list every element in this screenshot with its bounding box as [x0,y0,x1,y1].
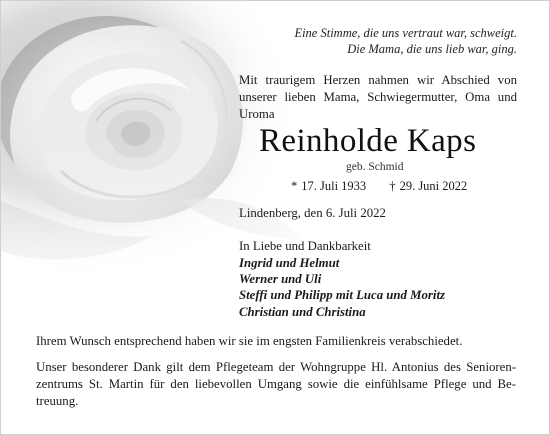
family-member-line: Werner und Uli [239,272,322,287]
notice-content [1,1,550,435]
gratitude-paragraph [36,359,516,410]
gratitude-line-3: treuung. [36,394,79,408]
thanks-line: In Liebe und Dankbarkeit [239,239,371,253]
deceased-name: Reinholde Kaps [259,123,477,159]
place-and-date: Lindenberg, den 6. Juli 2022 [239,206,386,220]
death-cross-icon: † [389,179,396,193]
family-list [239,255,445,320]
birth-star-icon: * [291,179,298,193]
death-date: 29. Juni 2022 [399,179,468,193]
birth-date: 17. Juli 1933 [301,179,367,193]
family-member-line: Ingrid und Helmut [239,256,340,270]
family-member-line: Christian und Christina [239,304,366,319]
intro-text: Mit traurigem Herzen nahmen wir Abschied von unserer lieben Mama, Schwiegermutter, Oma und Uroma [239,73,517,121]
life-dates [291,179,467,194]
quote-line-1: Eine Stimme, die uns vertraut war, schweigt. [294,26,517,40]
maiden-name: geb. Schmid [346,161,404,173]
gratitude-line-2: zentrums St. Martin für den liebevollen Umgang sowie die einfühlsame Pflege und Be- [36,377,516,391]
farewell-paragraph: Ihrem Wunsch entsprechend haben wir sie im engsten Familienkreis verabschiedet. [36,334,463,348]
gratitude-line-1: Unser besonderer Dank gilt dem Pflegeteam der Wohngruppe Hl. Antonius des Senioren- [36,360,516,374]
quote-line-2: Die Mama, die uns lieb war, ging. [347,42,517,56]
epigraph-quote [267,25,517,57]
death-date-group [389,179,467,193]
birth-date-group [291,179,369,193]
family-member-line: Steffi und Philipp mit Luca und Moritz [239,288,445,303]
